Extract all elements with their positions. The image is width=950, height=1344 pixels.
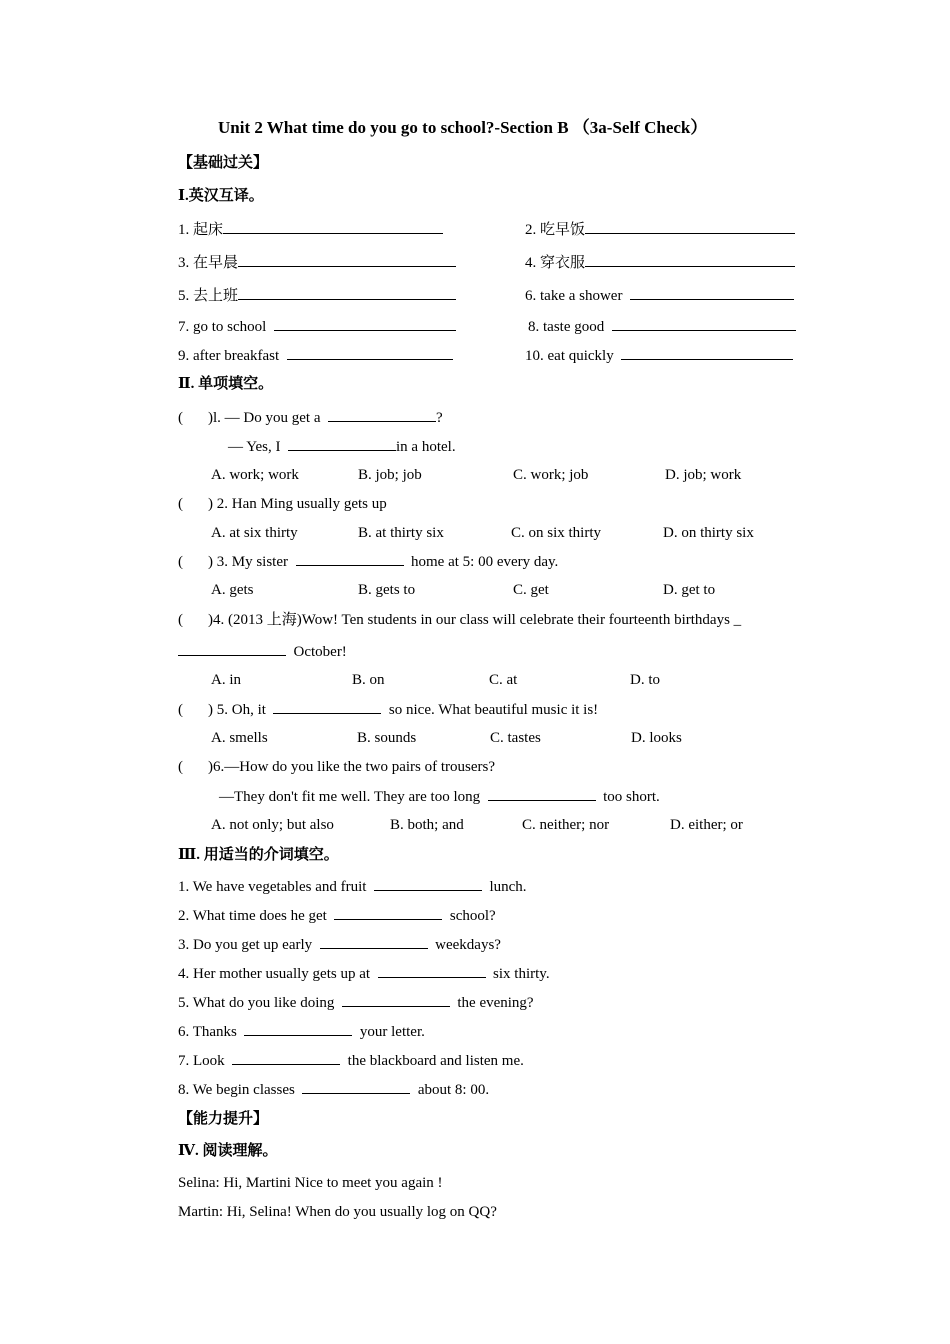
answer-blank[interactable] [621, 345, 793, 360]
question-1-reply: — Yes, I in a hotel. [228, 436, 456, 457]
fill-item: 6. Thanks your letter. [178, 1021, 425, 1042]
question-2: ( ) 2. Han Ming usually gets up [178, 496, 387, 512]
translate-item: 2. 吃早饭 [525, 219, 795, 240]
option[interactable]: D. job; work [665, 467, 742, 483]
translate-item: 8. taste good [528, 316, 796, 337]
question-3: ( ) 3. My sister home at 5: 00 every day. [178, 551, 558, 572]
section-basic-heading: 【基础过关】 [178, 155, 269, 171]
question-4-cont: October! [178, 641, 347, 662]
option[interactable]: C. get [513, 582, 549, 598]
translate-item: 9. after breakfast [178, 345, 453, 366]
option[interactable]: B. both; and [390, 817, 464, 833]
answer-blank[interactable] [374, 876, 482, 891]
answer-blank[interactable] [378, 963, 486, 978]
answer-blank[interactable] [488, 786, 596, 801]
fill-item: 2. What time does he get school? [178, 905, 496, 926]
dialogue-line: Martin: Hi, Selina! When do you usually log on QQ? [178, 1204, 497, 1220]
option[interactable]: D. on thirty six [663, 525, 754, 541]
answer-blank[interactable] [334, 905, 442, 920]
option[interactable]: A. in [211, 672, 241, 688]
option[interactable]: C. at [489, 672, 518, 688]
answer-blank[interactable] [296, 551, 404, 566]
option[interactable]: D. either; or [670, 817, 743, 833]
answer-blank[interactable] [244, 1021, 352, 1036]
translate-item: 7. go to school [178, 316, 456, 337]
option[interactable]: C. neither; nor [522, 817, 610, 833]
answer-blank[interactable] [232, 1050, 340, 1065]
part4-heading: Ⅳ. 阅读理解。 [178, 1143, 278, 1159]
answer-blank[interactable] [302, 1079, 410, 1094]
answer-blank[interactable] [612, 316, 796, 331]
answer-blank[interactable] [342, 992, 450, 1007]
fill-item: 1. We have vegetables and fruit lunch. [178, 876, 527, 897]
answer-blank[interactable] [238, 285, 456, 300]
option[interactable]: A. not only; but also [211, 817, 334, 833]
fill-item: 4. Her mother usually gets up at six thirty. [178, 963, 550, 984]
option[interactable]: C. work; job [513, 467, 589, 483]
question-5: ( ) 5. Oh, it so nice. What beautiful music it is! [178, 699, 598, 720]
answer-blank[interactable] [585, 252, 795, 267]
answer-blank[interactable] [238, 252, 456, 267]
answer-blank[interactable] [630, 285, 794, 300]
part2-heading: Ⅱ. 单项填空。 [178, 376, 274, 392]
part3-heading: Ⅲ. 用适当的介词填空。 [178, 847, 339, 863]
translate-item: 4. 穿衣服 [525, 252, 795, 273]
translate-item: 5. 去上班 [178, 285, 456, 306]
answer-blank[interactable] [328, 407, 436, 422]
answer-blank[interactable] [178, 641, 286, 656]
option[interactable]: B. at thirty six [358, 525, 444, 541]
option[interactable]: B. gets to [358, 582, 416, 598]
answer-blank[interactable] [288, 436, 396, 451]
translate-item: 3. 在早晨 [178, 252, 456, 273]
dialogue-line: Selina: Hi, Martini Nice to meet you again ! [178, 1175, 443, 1191]
option[interactable]: D. get to [663, 582, 716, 598]
option[interactable]: B. on [352, 672, 385, 688]
option[interactable]: C. on six thirty [511, 525, 602, 541]
question-1: ( )l. — Do you get a ? [178, 407, 443, 428]
translate-item: 6. take a shower [525, 285, 794, 306]
question-6: ( )6.—How do you like the two pairs of trousers? [178, 759, 496, 775]
option[interactable]: A. work; work [211, 467, 299, 483]
question-4: ( )4. (2013 上海)Wow! Ten students in our class will celebrate their fourteenth birthdays _ [178, 612, 742, 628]
option[interactable]: C. tastes [490, 730, 541, 746]
option[interactable]: A. gets [211, 582, 254, 598]
section-improve-heading: 【能力提升】 [178, 1111, 269, 1127]
fill-item: 8. We begin classes about 8: 00. [178, 1079, 489, 1100]
answer-blank[interactable] [320, 934, 428, 949]
option[interactable]: B. sounds [357, 730, 417, 746]
option[interactable]: D. to [630, 672, 660, 688]
option[interactable]: D. looks [631, 730, 682, 746]
answer-blank[interactable] [585, 219, 795, 234]
option[interactable]: A. at six thirty [211, 525, 298, 541]
answer-blank[interactable] [274, 316, 456, 331]
translate-item: 1. 起床 [178, 219, 443, 240]
part1-heading: Ⅰ.英汉互译。 [178, 188, 264, 204]
question-6-reply: —They don't fit me well. They are too long too short. [219, 786, 660, 807]
answer-blank[interactable] [273, 699, 381, 714]
fill-item: 7. Look the blackboard and listen me. [178, 1050, 524, 1071]
option[interactable]: B. job; job [358, 467, 422, 483]
translate-item: 10. eat quickly [525, 345, 793, 366]
fill-item: 5. What do you like doing the evening? [178, 992, 534, 1013]
answer-blank[interactable] [223, 219, 443, 234]
fill-item: 3. Do you get up early weekdays? [178, 934, 501, 955]
answer-blank[interactable] [287, 345, 453, 360]
page-title: Unit 2 What time do you go to school?-Section B （3a-Self Check） [218, 118, 708, 137]
option[interactable]: A. smells [211, 730, 268, 746]
